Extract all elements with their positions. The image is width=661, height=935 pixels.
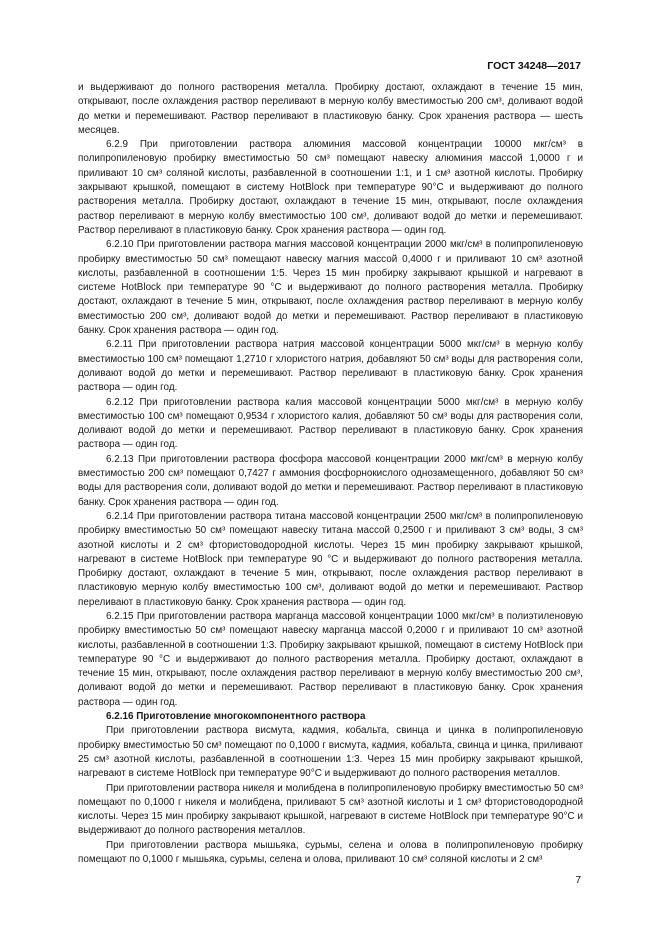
paragraph-6-2-10: 6.2.10 При приготовлении раствора магния массовой концентрации 2000 мкг/см³ в полипропиленовую пробирку вместимостью 50 см³ помещают навеску магния массой 0,4000 г и приливают 10 см³ азотной кислоты, разбавленной в соотношении 1:5. Через 15 мин пробирку закрывают крышкой и нагревают в системе HotBlock при температуре 90 °С и выдерживают до полного растворения металла. Пробирку достают, охлаждают в течение 5 мин, открывают, после охлаждения раствор переливают в мерную колбу вместимостью 200 см³, доливают водой до метки и перемешивают. Раствор переливают в пластиковую банку. Срок хранения раствора — один год.	[78, 239, 583, 337]
paragraph-arsenic-mix: При приготовлении раствора мышьяка, сурьмы, селена и олова в полипропиленовую пробирку помещают по 0,1000 г мышьяка, сурьмы, селена и олова, приливают 10 см³ соляной кислоты и 2 см³	[78, 839, 583, 866]
paragraph-6-2-11: 6.2.11 При приготовлении раствора натрия массовой концентрации 5000 мкг/см³ в мерную колбу вместимостью 100 см³ помещают 1,2710 г хлористого натрия, добавляют 50 см³ воды для растворения соли, доливают водой до метки и перемешивают. Раствор переливают в пластиковую банку. Срок хранения раствора — один год.	[78, 339, 583, 394]
page-number: 7	[575, 875, 581, 886]
paragraph-6-2-13: 6.2.13 При приготовлении раствора фосфора массовой концентрации 2000 мкг/см³ в мерную колбу вместимостью 200 см³ помещают 0,7427 г аммония фосфорнокислого однозамещенного, добавляют 50 см³ воды для растворения соли, доливают водой до метки и перемешивают. Раствор переливают в пластиковую банку. Срок хранения раствора — один год.	[78, 453, 583, 508]
paragraph-6-2-12: 6.2.12 При приготовлении раствора калия массовой концентрации 5000 мкг/см³ в мерную колбу вместимостью 100 см³ помещают 0,9534 г хлористого калия, добавляют 50 см³ воды для растворения соли, доливают водой до метки и перемешивают. Раствор переливают в пластиковую банку. Срок хранения раствора — один год.	[78, 396, 583, 451]
standard-number-header: ГОСТ 34248—2017	[487, 60, 581, 72]
paragraph-6-2-14: 6.2.14 При приготовлении раствора титана массовой концентрации 2500 мкг/см³ в полипропиленовую пробирку вместимостью 50 см³ помещают навеску титана массой 0,2500 г и приливают 3 см³ воды, 3 см³ азотной кислоты и 2 см³ фтористоводородной кислоты. Через 15 мин пробирку закрывают крышкой, нагревают в системе HotBlock при температуре 90 °С и выдерживают до полного растворения металла. Пробирку достают, охлаждают в течение 5 мин, открывают, после охлаждения раствор переливают в пластиковую мерную колбу вместимостью 100 см³, доливают водой до метки и перемешивают. Раствор переливают в пластиковую банку. Срок хранения раствора — один год.	[78, 510, 583, 608]
paragraph-nickel-molybdenum: При приготовлении раствора никеля и молибдена в полипропиленовую пробирку вместимостью 50 см³ помещают по 0,1000 г никеля и молибдена, приливают 5 см³ азотной кислоты и 1 см³ фтористоводородной кислоты. Через 15 мин пробирку закрывают крышкой, нагревают в системе HotBlock при температуре 90°С и выдерживают до полного растворения металлов.	[78, 782, 583, 837]
body-text	[78, 81, 583, 867]
paragraph-continuation: и выдерживают до полного растворения металла. Пробирку достают, охлаждают в течение 15 мин, открывают, после охлаждения раствор переливают в мерную колбу вместимостью 200 см³, доливают водой до метки и перемешивают. Раствор переливают в пластиковую банку. Срок хранения раствора — шесть месяцев.	[78, 82, 583, 136]
paragraph-6-2-9: 6.2.9 При приготовлении раствора алюминия массовой концентрации 10000 мкг/см³ в полипропиленовую пробирку вместимостью 50 см³ помещают навеску алюминия массой 1,0000 г и приливают 10 см³ соляной кислоты, разбавленной в соотношении 1:1, и 1 см³ азотной кислоты. Пробирку закрывают крышкой, помещают в систему HotBlock при температуре 90°С и выдерживают до полного растворения металла. Пробирку достают, охлаждают в течение 15 мин, открывают, после охлаждения раствор переливают в мерную колбу вместимостью 100 см³, доливают водой до метки и перемешивают. Раствор переливают в пластиковую банку. Срок хранения раствора — один год.	[78, 139, 583, 236]
paragraph-bismuth-mix: При приготовлении раствора висмута, кадмия, кобальта, свинца и цинка в полипропиленовую пробирку вместимостью 50 см³ помещают по 0,1000 г висмута, кадмия, кобальта, свинца и цинка, приливают 25 см³ азотной кислоты, разбавленной в соотношении 1:3. Через 15 мин пробирку закрывают крышкой, нагревают в системе HotBlock при температуре 90°С и выдерживают до полного растворения металлов.	[78, 725, 583, 780]
section-heading-6-2-16: 6.2.16 Приготовление многокомпонентного раствора	[106, 711, 366, 723]
paragraph-6-2-15: 6.2.15 При приготовлении раствора марганца массовой концентрации 1000 мкг/см³ в полиэтиленовую пробирку вместимостью 50 см³ помещают навеску марганца массой 0,2000 г и приливают 10 см³ азотной кислоты, разбавленной в соотношении 1:3. Пробирку закрывают крышкой, помещают в систему HotBlock при температуре 90 °С и выдерживают до полного растворения металла. Пробирку достают, охлаждают в течение 15 мин, открывают, после охлаждения раствор переливают в мерную колбу вместимостью 200 см³, доливают водой до метки и перемешивают. Раствор переливают в пластиковую банку. Срок хранения раствора — один год.	[78, 610, 583, 708]
